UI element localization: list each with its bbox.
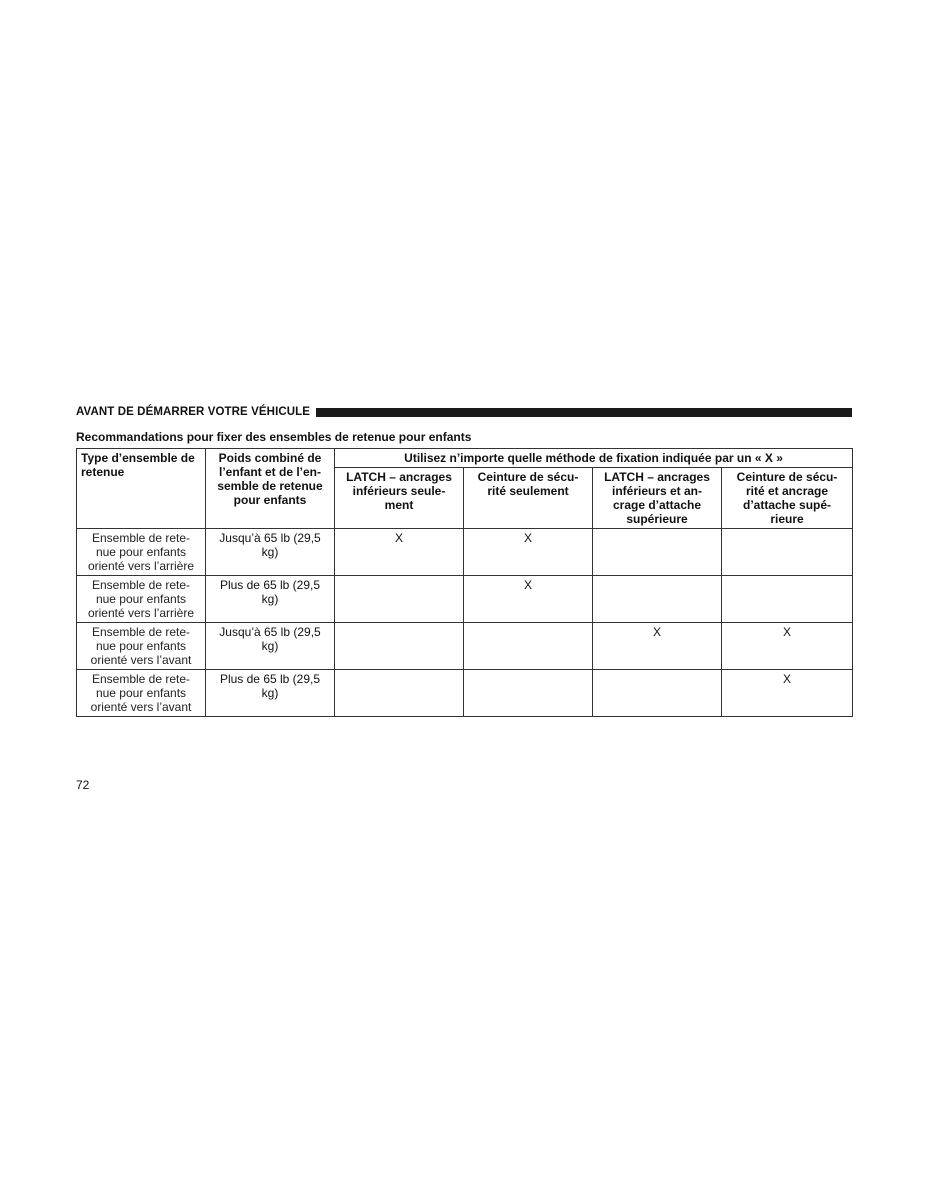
header-attachment-methods: Utilisez n’importe quelle méthode de fixation indiquée par un « X » [335,449,853,468]
header-method-seatbelt-tether: Ceinture de sécu- rité et ancrage d’attache supé- rieure [722,468,853,529]
table-row [77,529,853,576]
row-mark-seatbelt-tether [722,529,853,576]
row-restraint-type: Ensemble de rete- nue pour enfants orienté vers l’arrière [77,529,206,576]
row-restraint-type: Ensemble de rete- nue pour enfants orienté vers l’avant [77,670,206,717]
row-mark-seatbelt-tether: X [722,623,853,670]
table-row [77,623,853,670]
header-restraint-type: Type d’ensemble de retenue [77,449,206,529]
section-header [76,404,852,420]
row-mark-seatbelt: X [464,576,593,623]
row-mark-latch-tether [593,670,722,717]
row-mark-latch-lower [335,670,464,717]
row-mark-latch-tether: X [593,623,722,670]
row-mark-seatbelt-tether [722,576,853,623]
header-method-latch-tether: LATCH – ancrages inférieurs et an- crage d’attache supérieure [593,468,722,529]
row-mark-seatbelt [464,670,593,717]
row-restraint-type: Ensemble de rete- nue pour enfants orienté vers l’arrière [77,576,206,623]
row-mark-seatbelt-tether: X [722,670,853,717]
header-combined-weight: Poids combiné de l’enfant et de l’en- semble de retenue pour enfants [206,449,335,529]
row-mark-latch-lower: X [335,529,464,576]
row-mark-latch-lower [335,623,464,670]
table-header-row [77,449,853,468]
row-mark-seatbelt [464,623,593,670]
row-weight: Plus de 65 lb (29,5 kg) [206,576,335,623]
row-restraint-type: Ensemble de rete- nue pour enfants orienté vers l’avant [77,623,206,670]
row-weight: Plus de 65 lb (29,5 kg) [206,670,335,717]
row-mark-latch-lower [335,576,464,623]
row-mark-latch-tether [593,576,722,623]
row-mark-latch-tether [593,529,722,576]
row-mark-seatbelt: X [464,529,593,576]
header-method-seatbelt: Ceinture de sécu- rité seulement [464,468,593,529]
child-restraint-table [76,448,853,717]
section-divider-bar [316,408,852,417]
row-weight: Jusqu’à 65 lb (29,5 kg) [206,529,335,576]
table-title: Recommandations pour fixer des ensembles de retenue pour enfants [76,430,472,444]
table-row [77,576,853,623]
page-number: 72 [76,778,90,792]
row-weight: Jusqu’à 65 lb (29,5 kg) [206,623,335,670]
header-method-latch-lower: LATCH – ancrages inférieurs seule- ment [335,468,464,529]
section-title: AVANT DE DÉMARRER VOTRE VÉHICULE [76,406,311,418]
table-row [77,670,853,717]
